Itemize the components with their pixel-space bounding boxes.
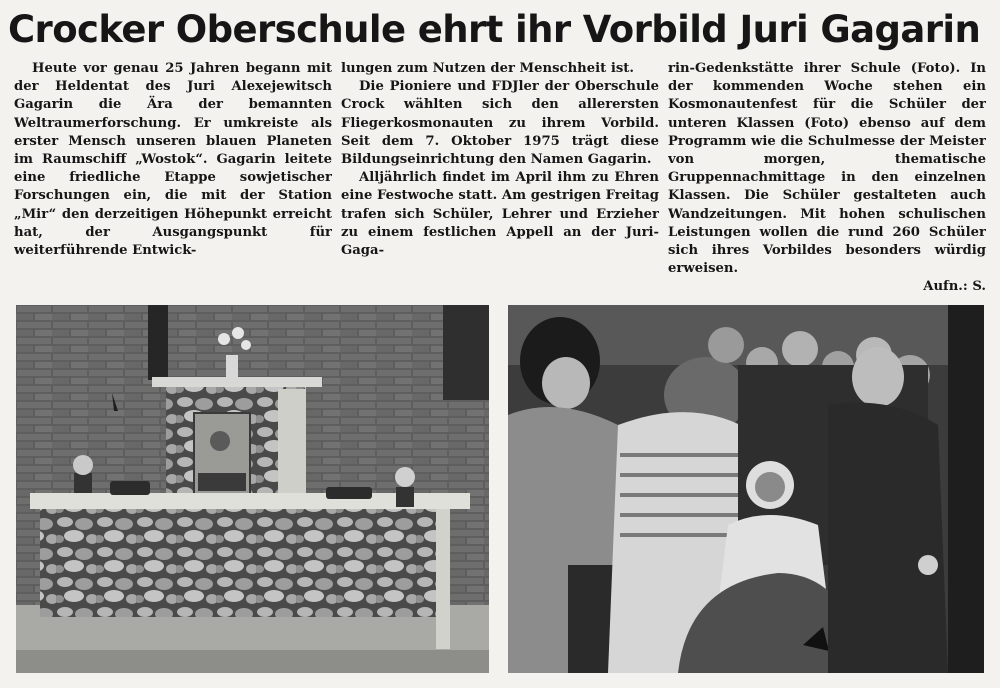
paragraph: lungen zum Nutzen der Menschheit ist. (341, 61, 634, 76)
paragraph: Heute vor genau 25 Jahren begann mit der Heldentat des Juri Alexejewitsch Gagarin die Ära der bemannten Weltraumerforschung. Er umkreiste als erster Mensch unseren blauen Planeten im Raumschiff „Wostok“. Gagarin leitete eine friedliche Etappe sowjetischer Forschungen ein, die mit der Station „Mir“ den derzeitigen Höhepunkt erreicht hat, der Ausgangspunkt für weiterführende Entwick- (14, 61, 332, 259)
photo-credit: Aufn.: S. (923, 279, 986, 290)
article-column-3 (668, 60, 986, 290)
cosmonaut-festival-photo-image (508, 305, 984, 673)
memorial-photo-image (16, 305, 489, 673)
cosmonaut-festival-photo (508, 305, 984, 673)
memorial-photo (16, 305, 489, 673)
paragraph: Alljährlich findet im April ihm zu Ehren eine Festwoche statt. Am gestrigen Freitag trafen sich Schüler, Lehrer und Erzieher zu einem festlichen Appell an der Juri-Gaga- (341, 170, 659, 259)
paragraph: Die Pioniere und FDJler der Oberschule Crock wählten sich den allerersten Fliegerkosmonauten zu ihrem Vorbild. Seit dem 7. Oktober 1975 trägt diese Bildungseinrichtung den Namen Gagarin. (341, 79, 659, 168)
article-column-1 (14, 60, 332, 290)
headline: Crocker Oberschule ehrt ihr Vorbild Juri Gagarin (8, 8, 981, 51)
article-column-2 (341, 60, 659, 290)
paragraph: rin-Gedenkstätte ihrer Schule (Foto). In der kommenden Woche stehen ein Kosmonautenfest für die Schüler der unteren Klassen (Foto) ebenso auf dem Programm wie die Schulmesse der Meister von morgen, thematische Gruppennachmittage in den einzelnen Klassen. Die Schüler gestalteten auch Wandzeitungen. Mit hohen schulischen Leistungen wollen die rund 260 Schüler sich ihres Vorbildes besonders würdig erweisen. (668, 61, 986, 277)
